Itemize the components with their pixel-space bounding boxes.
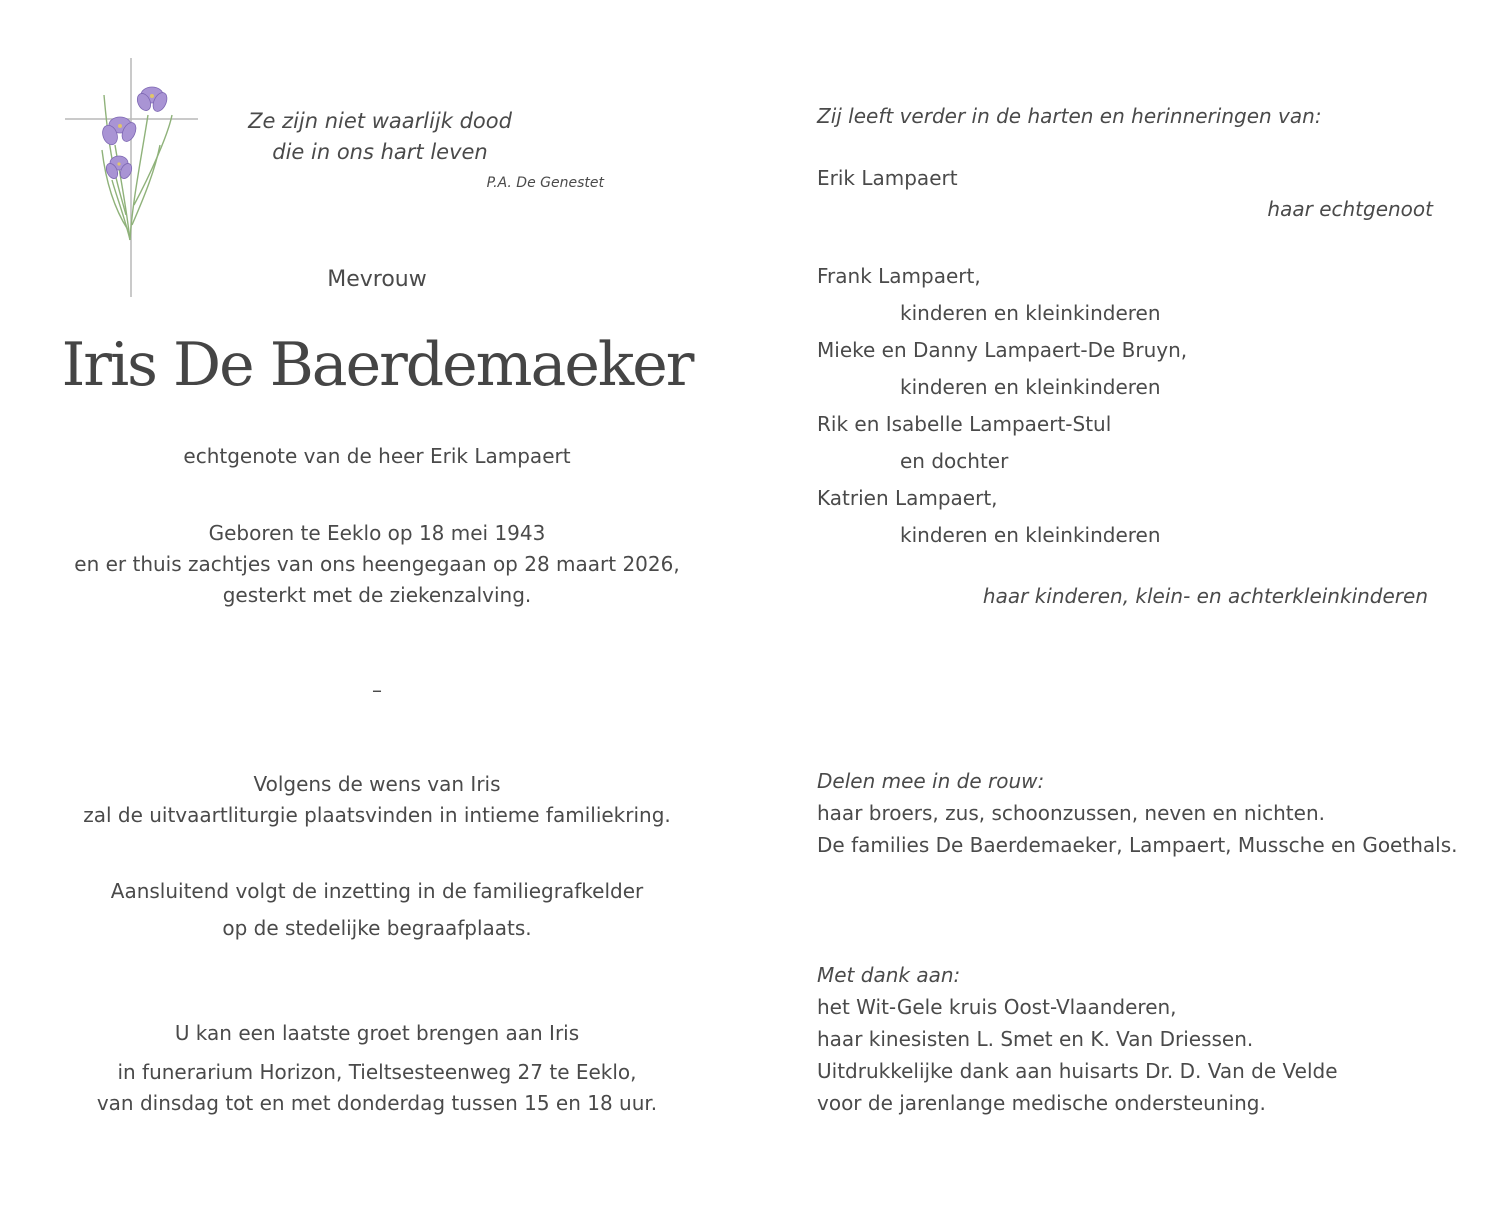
thanks-line: Uitdrukkelijke dank aan huisarts Dr. D. Van de Velde	[817, 1059, 1338, 1083]
thanks-heading: Met dank aan:	[817, 963, 961, 987]
quote-line: die in ons hart leven	[272, 140, 488, 164]
thanks-line: voor de jarenlange medische ondersteuning.	[817, 1091, 1266, 1115]
sacrament-line: gesterkt met de ziekenzalving.	[222, 583, 532, 607]
wish-line: Volgens de wens van Iris	[253, 772, 501, 796]
wish-line: zal de uitvaartliturgie plaatsvinden in intieme familiekring.	[83, 803, 671, 827]
birth-line: Geboren te Eeklo op 18 mei 1943	[208, 521, 546, 545]
quote-author: P.A. De Genestet	[486, 175, 604, 191]
honorific: Mevrouw	[327, 267, 427, 292]
child-name: Mieke en Danny Lampaert-De Bruyn,	[817, 338, 1188, 362]
spouse-relation: haar echtgenoot	[1267, 197, 1433, 221]
family-intro: Zij leeft verder in de harten en herinneringen van:	[817, 104, 1322, 128]
spouse-name: Erik Lampaert	[817, 166, 958, 190]
visit-intro: U kan een laatste groet brengen aan Iris	[174, 1021, 580, 1045]
thanks-line: het Wit-Gele kruis Oost-Vlaanderen,	[817, 995, 1177, 1019]
child-relation: kinderen en kleinkinderen	[900, 301, 1161, 325]
child-name: Frank Lampaert,	[817, 264, 981, 288]
acknowledgements	[817, 959, 1338, 1119]
share-in-grief	[817, 765, 1457, 861]
share-line: De families De Baerdemaeker, Lampaert, Mussche en Goethals.	[817, 833, 1458, 857]
child-name: Katrien Lampaert,	[817, 486, 998, 510]
quote-line: Ze zijn niet waarlijk dood	[248, 109, 512, 133]
child-name: Rik en Isabelle Lampaert-Stul	[817, 412, 1112, 436]
funeral-wish	[27, 769, 727, 831]
visit-hours: van dinsdag tot en met donderdag tussen 15 en 18 uur.	[96, 1091, 658, 1115]
burial-line: Aansluitend volgt de inzetting in de familiegrafkelder	[110, 879, 644, 903]
burial-line: op de stedelijke begraafplaats.	[222, 916, 532, 940]
share-line: haar broers, zus, schoonzussen, neven en nichten.	[817, 801, 1325, 825]
separator-dash: –	[372, 678, 382, 702]
death-line: en er thuis zachtjes van ons heengegaan op 28 maart 2026,	[74, 552, 680, 576]
quote	[200, 106, 560, 168]
spouse-line: echtgenote van de heer Erik Lampaert	[183, 444, 571, 468]
cross-with-iris-flowers-icon	[60, 55, 205, 300]
child-relation: kinderen en kleinkinderen	[900, 523, 1161, 547]
thanks-line: haar kinesisten L. Smet en K. Van Driessen.	[817, 1027, 1254, 1051]
birth-death-info	[27, 518, 727, 611]
visit-location: in funerarium Horizon, Tieltsesteenweg 27 te Eeklo,	[117, 1060, 637, 1084]
children-summary: haar kinderen, klein- en achterkleinkinderen	[982, 584, 1428, 608]
visit-info	[27, 1057, 727, 1119]
deceased-name: Iris De Baerdemaeker	[61, 330, 693, 400]
share-heading: Delen mee in de rouw:	[817, 769, 1045, 793]
burial-info	[27, 873, 727, 947]
child-relation: en dochter	[900, 449, 1009, 473]
child-relation: kinderen en kleinkinderen	[900, 375, 1161, 399]
